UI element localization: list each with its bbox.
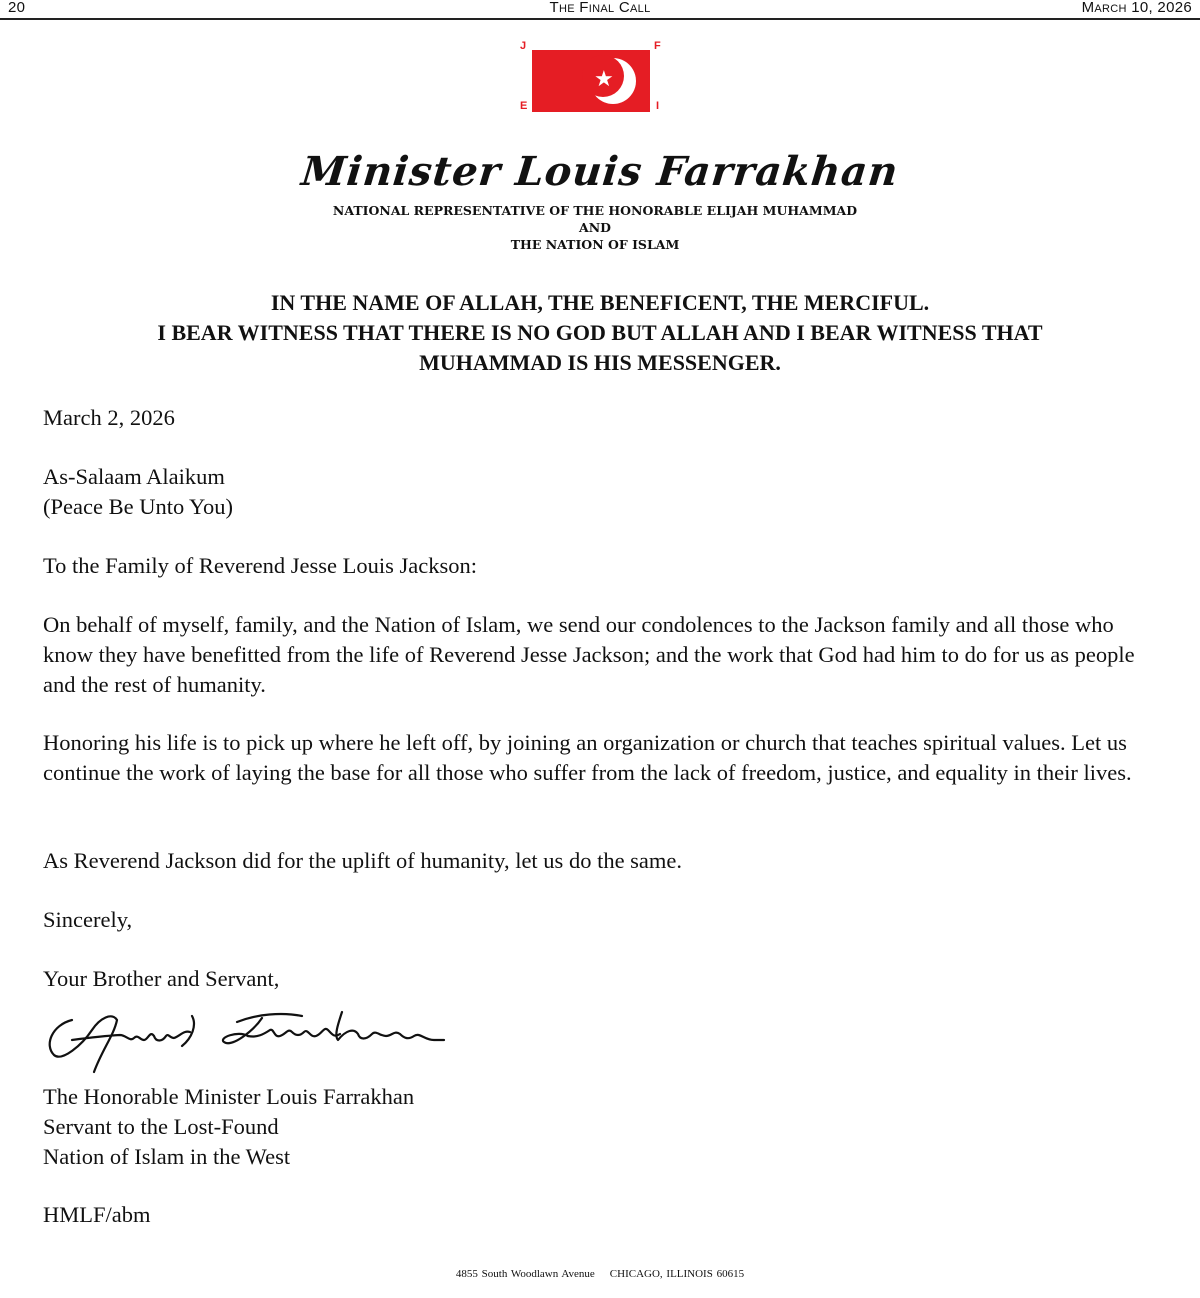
paragraph-uplift: As Reverend Jackson did for the uplift of humanity, let us do the same.	[43, 848, 683, 873]
signer-block	[43, 1082, 1163, 1172]
letterhead-name: Minister Louis Farrakhan	[299, 148, 901, 195]
letterhead-subtitle-line: NATIONAL REPRESENTATIVE OF THE HONORABLE ELIJAH MUHAMMAD	[332, 203, 858, 218]
signer-line: Nation of Islam in the West	[43, 1144, 291, 1169]
greeting-line: (Peace Be Unto You)	[43, 494, 233, 519]
signer-line: Servant to the Lost-Found	[43, 1114, 279, 1139]
flag-letter-j: J	[520, 40, 527, 52]
letterhead-subtitle-line: THE NATION OF ISLAM	[510, 237, 680, 252]
footer-street: 4855 South Woodlawn Avenue	[455, 1268, 595, 1280]
bismillah-line: IN THE NAME OF ALLAH, THE BENEFICENT, THE MERCIFUL.	[270, 290, 930, 315]
greeting	[43, 462, 1163, 522]
letterhead-subtitle	[0, 202, 1190, 253]
letterhead-subtitle-line: AND	[579, 220, 611, 235]
bismillah-line: I BEAR WITNESS THAT THERE IS NO GOD BUT ALLAH AND I BEAR WITNESS THAT	[157, 320, 1043, 345]
closing: Sincerely,	[43, 907, 133, 932]
page-header	[0, 0, 1200, 20]
issue-date: March 10, 2026	[1081, 0, 1192, 16]
flag-letter-e: E	[520, 100, 528, 112]
bismillah-line: MUHAMMAD IS HIS MESSENGER.	[419, 350, 781, 375]
flag-letter-f: F	[654, 40, 661, 52]
bismillah-heading	[0, 288, 1200, 378]
salutation: To the Family of Reverend Jesse Louis Jackson:	[43, 553, 477, 578]
reference-initials: HMLF/abm	[43, 1202, 151, 1227]
page-number: 20	[8, 0, 26, 16]
flag-field	[532, 50, 650, 112]
footer-address	[0, 1268, 1200, 1280]
handwritten-signature	[42, 1000, 452, 1080]
signer-line: The Honorable Minister Louis Farrakhan	[43, 1084, 415, 1109]
flag-letter-i: I	[656, 100, 660, 112]
paragraph-honoring: Honoring his life is to pick up where he left off, by joining an organization or church that teaches spiritual values. Let us continue the work of laying the base for all those who suffer from the lack of freedom, justice, and equality in their lives.	[43, 730, 1132, 785]
letter-date: March 2, 2026	[43, 405, 175, 430]
paragraph-condolences: On behalf of myself, family, and the Nation of Islam, we send our condolences to the Jackson family and all those who know they have benefitted from the life of Reverend Jesse Jackson; and the work that God had him to do for us as people and the rest of humanity.	[43, 612, 1135, 697]
footer-city: CHICAGO, ILLINOIS 60615	[609, 1268, 745, 1280]
star-icon: ★	[594, 66, 614, 91]
greeting-line: As-Salaam Alaikum	[43, 464, 225, 489]
closing-brother-servant: Your Brother and Servant,	[43, 966, 280, 991]
nation-of-islam-flag-logo	[518, 38, 666, 116]
publication-name: The Final Call	[549, 0, 651, 16]
